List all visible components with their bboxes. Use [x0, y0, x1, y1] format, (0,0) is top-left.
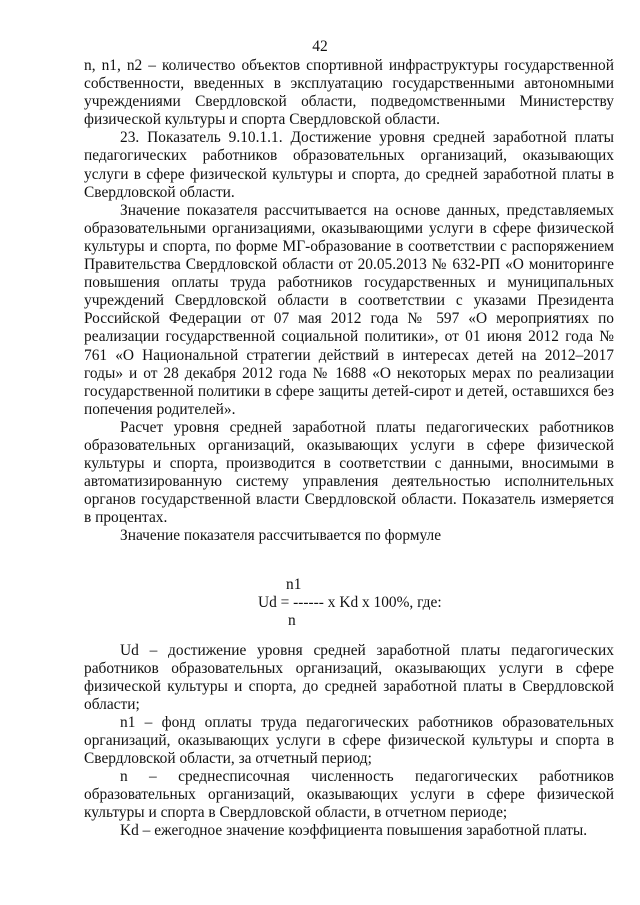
formula-numerator: n1 — [286, 575, 302, 593]
paragraph-formula-intro: Значение показателя рассчитывается по формуле — [120, 527, 442, 545]
formula — [84, 546, 614, 642]
definition-n1: n1 – фонд оплаты труда педагогических работников образовательных организаций, оказывающих услуги в сфере физической культуры и спорта в Свердловской области, за отчетный период; — [84, 713, 614, 768]
definition-ud: Ud – достижение уровня средней заработной платы педагогических работников образовательных организаций, оказывающих услуги в сфере физической культуры и спорта, до средней заработной платы в Свердловской области; — [84, 641, 614, 713]
page-number: 42 — [312, 38, 328, 55]
document-body — [84, 57, 614, 841]
formula-main: Ud = ------ x Kd x 100%, где: — [258, 593, 442, 611]
paragraph-calculation: Расчет уровня средней заработной платы педагогических работников образовательных организаций, оказывающих услуги в сфере физической культуры и спорта, производится в соответствии с данными, вносимыми в автоматизированную систему управления деятельностью исполнительных органов государственной власти Свердловской области. Показатель измеряется в процентах. — [84, 418, 614, 527]
definition-n: n – среднесписочная численность педагогических работников образовательных организаций, оказывающих услуги в сфере физической культуры и спорта в Свердловской области, в отчетном периоде; — [84, 768, 614, 822]
definition-kd: Kd – ежегодное значение коэффициента повышения заработной платы. — [120, 822, 588, 840]
paragraph-data-source: Значение показателя рассчитывается на основе данных, представляемых образовательными организациями, оказывающими услуги в сфере физической культуры и спорта, по форме МГ-образование в соответствии с распоряжением Правительства Свердловской области от 20.05.2013 № 632-РП «О мониторинге повышения оплаты труда работников государственных и муниципальных учреждений Свердловской области в соответствии с указами Президента Российской Федерации от 07 мая 2012 года № 597 «О мероприятиях по реализации государственной социальной политики», от 01 июня 2012 года № 761 «О Национальной стратегии действий в интересах детей на 2012–2017 годы» и от 28 декабря 2012 года № 1688 «О некоторых мерах по реализации государственной политики в сфере защиты детей-сирот и детей, оставшихся без попечения родителей». — [84, 201, 614, 418]
paragraph-indicator-23: 23. Показатель 9.10.1.1. Достижение уровня средней заработной платы педагогических работников образовательных организаций, оказывающих услуги в сфере физической культуры и спорта, до средней заработной платы в Свердловской области. — [84, 129, 614, 201]
formula-denominator: n — [288, 611, 296, 629]
paragraph-variables-n: n, n1, n2 – количество объектов спортивной инфраструктуры государственной собственности, введенных в эксплуатацию государственными автономными учреждениями Свердловской области, подведомственными Министерству физической культуры и спорта Свердловской области. — [84, 57, 614, 129]
